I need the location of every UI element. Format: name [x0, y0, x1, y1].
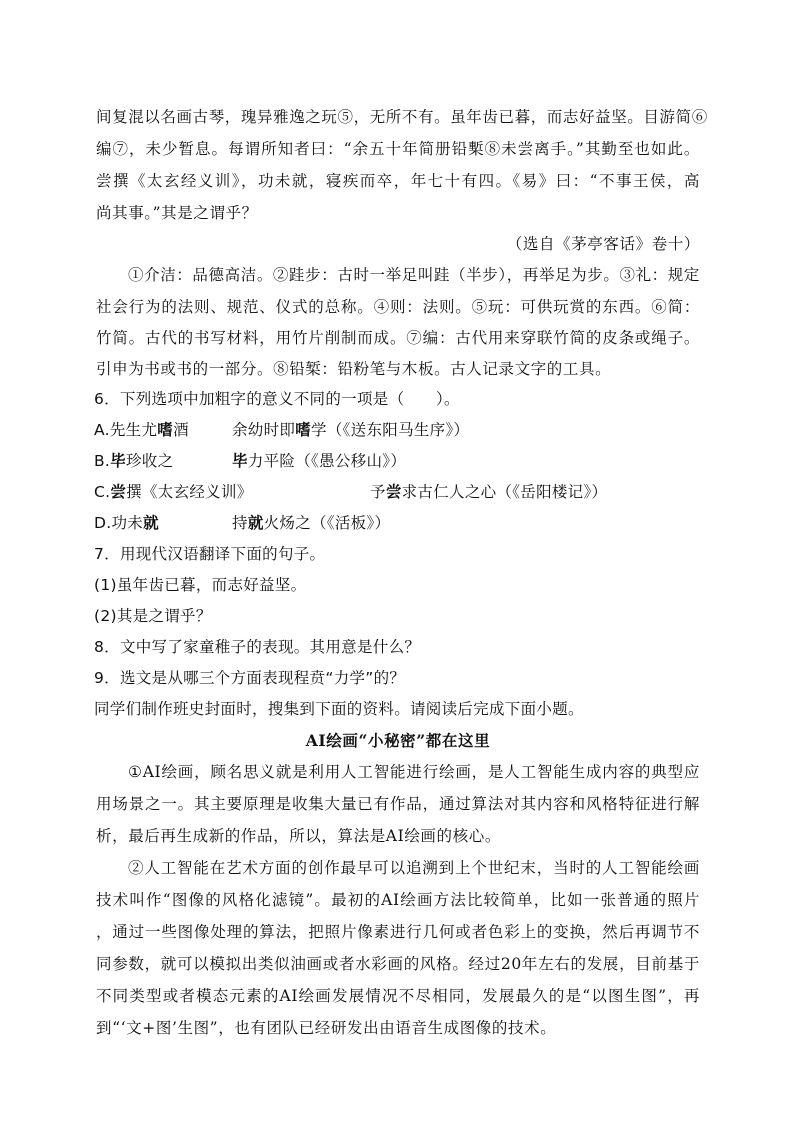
passage-line: 尝撰《太玄经义训》，功未就，寝疾而卒，年七十有四。《易》曰：“不事王侯，高 [96, 172, 700, 190]
article-line: 同参数，就可以模拟出类似油画或者水彩画的风格。经过20年左右的发展，目前基于 [96, 955, 700, 973]
article-line: 析，最后再生成新的作品，所以，算法是AI绘画的核心。 [96, 827, 501, 845]
question-7-item: (1)虽年齿已暮，而志好益坚。 [94, 576, 307, 594]
source-citation: （选自《茅亭客话》卷十） [506, 235, 700, 253]
section-intro: 同学们制作班史封面时，搜集到下面的资料。请阅读后完成下面小题。 [94, 700, 584, 718]
q6-option-d [94, 512, 390, 534]
option-c-right: 予尝求古仁人之心（《岳阳楼记》） [370, 483, 608, 501]
notes-line: 社会行为的法则、规范、仪式的总称。④则：法则。⑤玩：可供玩赏的东西。⑥简： [96, 298, 700, 316]
option-b-left: B.毕珍收之 [94, 452, 174, 470]
question-7-stem: 7．用现代汉语翻译下面的句子。 [94, 545, 326, 563]
notes-line: 竹简。古代的书写材料，用竹片削制而成。⑦编：古代用来穿联竹简的皮条或绳子。 [96, 329, 700, 347]
article-line: ②人工智能在艺术方面的创作最早可以追溯到上个世纪末，当时的人工智能绘画 [128, 859, 700, 877]
article-line: 到“‘文+图’生图”，也有团队已经研发出由语音生成图像的技术。 [96, 1019, 557, 1037]
option-d-left: D.功未就 [94, 514, 159, 532]
question-6-stem: 6．下列选项中加粗字的意义不同的一项是（ ）。 [94, 390, 460, 408]
article-line: ①AI绘画，顾名思义就是利用人工智能进行绘画，是人工智能生成内容的典型应 [128, 763, 700, 781]
article-line: 不同类型或者模态元素的AI绘画发展情况不尽相同，发展最久的是“以图生图”，再 [96, 987, 700, 1005]
question-7-item: (2)其是之谓乎？ [94, 607, 212, 625]
article-line: 技术叫作“图像的风格化滤镜”。最初的AI绘画方法比较简单，比如一张普通的照片 [96, 891, 700, 909]
option-c-left: C.尝撰《太玄经义训》 [94, 483, 253, 501]
option-b-right: 毕力平险（《愚公移山》） [232, 452, 407, 470]
option-d-right: 持就火炀之（《活板》） [232, 514, 391, 532]
notes-line: ①介洁：品德高洁。②跬步：古时一举足叫跬（半步），再举足为步。③礼：规定 [128, 266, 700, 284]
question-8-stem: 8．文中写了家童稚子的表现。其用意是什么？ [94, 638, 421, 656]
q6-option-a [94, 419, 469, 441]
option-a-right: 余幼时即嗜学（《送东阳马生序》） [232, 421, 470, 439]
article-line: ，通过一些图像处理的算法，把照片像素进行几何或者色彩上的变换，然后再调节不 [96, 923, 700, 941]
article-title: AI绘画“小秘密”都在这里 [305, 731, 491, 750]
notes-line: 引申为书或书的一部分。⑧铅椠：铅粉笔与木板。古人记录文字的工具。 [96, 360, 612, 378]
passage-line: 间复混以名画古琴，瑰异雅逸之玩⑤，无所不有。虽年齿已暮，而志好益坚。目游简⑥ [96, 108, 708, 126]
article-line: 用场景之一。其主要原理是收集大量已有作品，通过算法对其内容和风格特征进行解 [96, 795, 700, 813]
question-9-stem: 9．选文是从哪三个方面表现程贲“力学”的？ [94, 669, 406, 687]
q6-option-c [94, 481, 607, 503]
passage-line: 编⑦，未少暂息。每谓所知者曰：“余五十年简册铅槧⑧未尝离手。”其勤至也如此。 [96, 140, 700, 158]
q6-option-b [94, 450, 406, 472]
option-a-left: A.先生尤嗜酒 [94, 421, 189, 439]
passage-line: 尚其事。”其是之谓乎？ [96, 204, 258, 222]
